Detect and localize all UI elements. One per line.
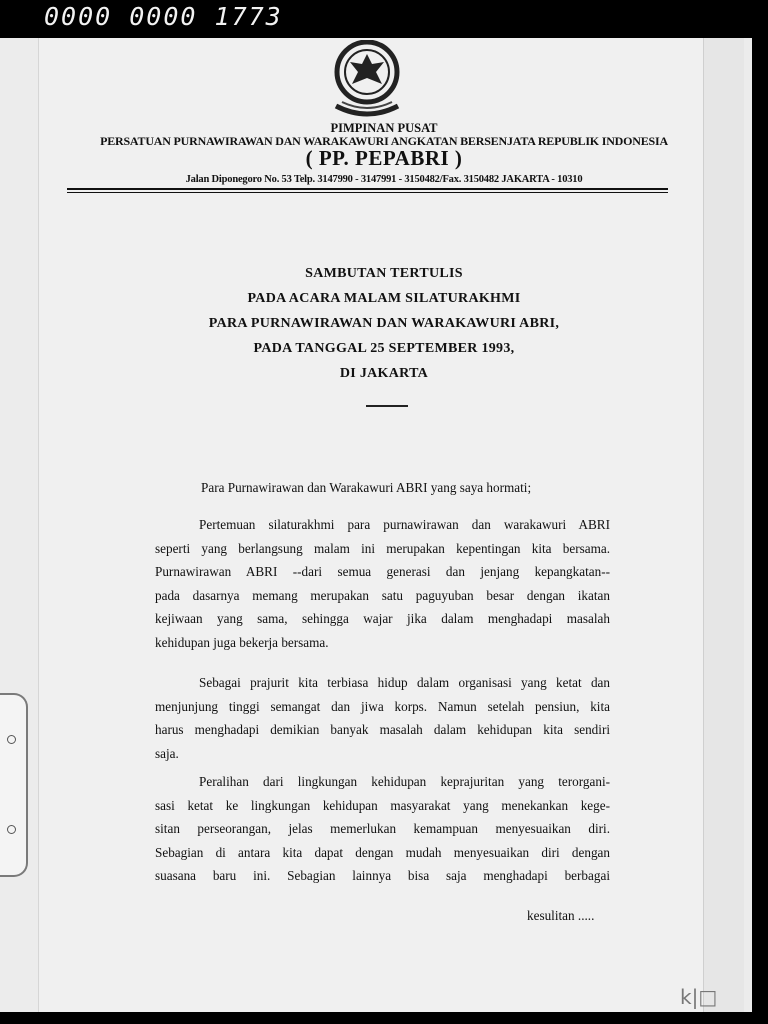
text-line: sitan perseorangan, jelas memerlukan kemampuan menyesuaikan diri. [155,821,610,836]
org-top-heading: PIMPINAN PUSAT [330,121,438,135]
title-line: PADA ACARA MALAM SILATURAKHMI [247,291,521,306]
film-frame-code: 0000 0000 1773 [44,2,283,31]
binder-clip [0,693,28,877]
text-line: sasi ketat ke lingkungan kehidupan masyarakat yang menekankan kege- [155,797,610,813]
closing-text: kesulitan ..... [527,908,595,923]
text-line: Sebagian di antara kita dapat dengan mudah menyesuaikan diri dengan [155,844,610,860]
emblem-logo [328,40,406,124]
page-corner-mark: k|□ [680,985,718,1009]
text-line: kejiwaan yang sama, sehingga wajar jika dalam menghadapi masalah [155,611,610,626]
text-line: harus menghadapi demikian banyak masalah dalam kehidupan kita sendiri [155,722,610,737]
text-line: Peralihan dari lingkungan kehidupan keprajuritan yang terorgani- [199,774,610,789]
title-divider [366,405,408,407]
title-line: PARA PURNAWIRAWAN DAN WARAKAWURI ABRI, [208,316,560,331]
binder-hole [7,825,16,834]
header-rule-thin [67,192,668,193]
text-line: suasana baru ini. Sebagian lainnya bisa saja menghadapi berbagai [155,868,610,883]
paragraph-3 [155,770,610,888]
text-line: Sebagai prajurit kita terbiasa hidup dalam organisasi yang ketat dan [199,675,610,690]
paragraph-1 [155,513,610,654]
binder-hole [7,735,16,744]
text-line: pada dasarnya memang merupakan satu paguyuban besar dengan ikatan [155,587,610,603]
header-rule [67,188,668,190]
org-address: Jalan Diponegoro No. 53 Telp. 3147990 - 3147991 - 3150482/Fax. 3150482 JAKARTA - 10310 [185,174,583,185]
title-line: PADA TANGGAL 25 SEPTEMBER 1993, [253,341,515,356]
text-line: menjunjung tinggi semangat dan jiwa korps. Namun setelah pensiun, kita [155,698,610,714]
title-line: DI JAKARTA [339,366,429,381]
title-line: SAMBUTAN TERTULIS [305,266,463,281]
paragraph-2 [155,671,610,765]
org-short-name: ( PP. PEPABRI ) [305,146,463,170]
text-line: Purnawirawan ABRI --dari semua generasi dan jenjang kepangkatan-- [155,564,610,579]
text-line: seperti yang berlangsung malam ini merupakan kepentingan kita bersama. [155,540,610,556]
text-line: kehidupan juga bekerja bersama. [155,634,329,650]
org-full-name: PERSATUAN PURNAWIRAWAN DAN WARAKAWURI ANGKATAN BERSENJATA REPUBLIK INDONESIA [100,134,668,148]
text-line: saja. [155,745,179,761]
greeting: Para Purnawirawan dan Warakawuri ABRI yang saya hormati; [201,480,532,495]
text-line: Pertemuan silaturakhmi para purnawirawan dan warakawuri ABRI [199,517,610,532]
